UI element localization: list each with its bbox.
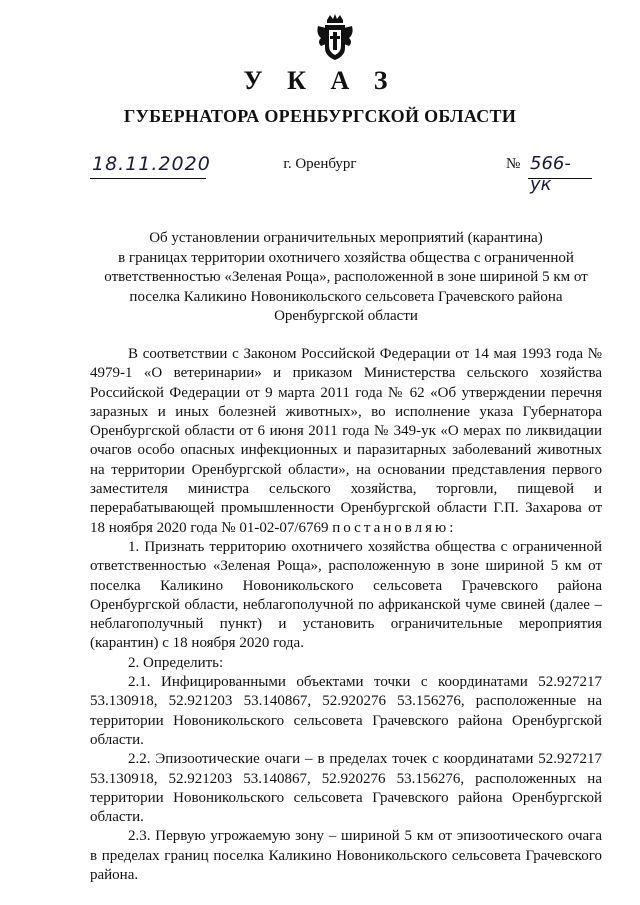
subject-line: Оренбургской области bbox=[274, 308, 418, 324]
document-title: У К А З bbox=[243, 66, 397, 95]
handwritten-number: 566-ук bbox=[530, 153, 571, 195]
subject-line: в границах территории охотничего хозяйства общества с ограниченной bbox=[118, 249, 574, 266]
subject-line: ответственностью «Зеленая Роща», расположенной в зоне шириной 5 км от bbox=[104, 269, 588, 285]
decree-word: постановляю: bbox=[332, 519, 457, 536]
preamble-paragraph bbox=[90, 345, 602, 538]
paragraph-2-2: 2.2. Эпизоотические очаги – в пределах точек с координатами 52.927217 53.130918, 52.921203 53.140867, 52.920276 53.156276, расположенных на территории Новоникольского сельсовета Грачевского района Оренбургской области. bbox=[90, 751, 602, 826]
document-subtitle: ГУБЕРНАТОРА ОРЕНБУРГСКОЙ ОБЛАСТИ bbox=[123, 106, 517, 126]
paragraph-2: 2. Определить: bbox=[128, 654, 224, 671]
handwritten-date: 18.11.2020 bbox=[92, 153, 211, 175]
number-label: № bbox=[506, 156, 521, 172]
city: г. Оренбург bbox=[283, 156, 357, 172]
number-field bbox=[528, 152, 592, 195]
subject-line: поселка Каликино Новоникольского сельсовета Грачевского района bbox=[129, 288, 563, 305]
preamble-text: В соответствии с Законом Российской Федерации от 14 мая 1993 года № 4979-1 «О ветеринарии» и приказом Министерства сельского хозяйства Российской Федерации от 9 марта 2011 года № 62 «Об утверждении перечня заразных и иных болезней животных», во исполнение указа Губернатора Оренбургской области от 6 июня 2011 года № 349-ук «О мерах по ликвидации очагов особо опасных инфекционных и паразитарных заболеваний животных на территории Оренбургской области», на основании представления первого заместителя министра сельского хозяйства, торговли, пищевой и перерабатывающей промышленности Оренбургской области Г.П. Захарова от 18 ноября 2020 года № 01-02-07/6769 bbox=[90, 346, 602, 536]
decree-subject bbox=[90, 229, 602, 327]
coat-of-arms-icon bbox=[315, 14, 355, 62]
paragraph-2-3: 2.3. Первую угрожаемую зону – шириной 5 км от эпизоотического очага в пределах границ поселка Каликино Новоникольского сельсовета Грачевского района. bbox=[90, 828, 602, 884]
subject-line: Об установлении ограничительных мероприятий (карантина) bbox=[149, 230, 543, 246]
paragraph-1: 1. Признать территорию охотничего хозяйства общества с ограниченной ответственностью «Зеленая Роща», расположенную в зоне шириной 5 км от поселка Каликино Новоникольского сельсовета Грачевского района Оренбургской области, неблагополучной по африканской чуме свиней (далее – неблагополучный пункт) и установить ограничительные мероприятия (карантин) с 18 ноября 2020 года. bbox=[90, 538, 602, 652]
decree-body bbox=[90, 345, 602, 885]
paragraph-2-1: 2.1. Инфицированными объектами точки с координатами 52.927217 53.130918, 52.921203 53.140867, 52.920276 53.156276, расположенные на территории Новоникольского сельсовета Грачевского района Оренбургской области. bbox=[90, 674, 602, 748]
